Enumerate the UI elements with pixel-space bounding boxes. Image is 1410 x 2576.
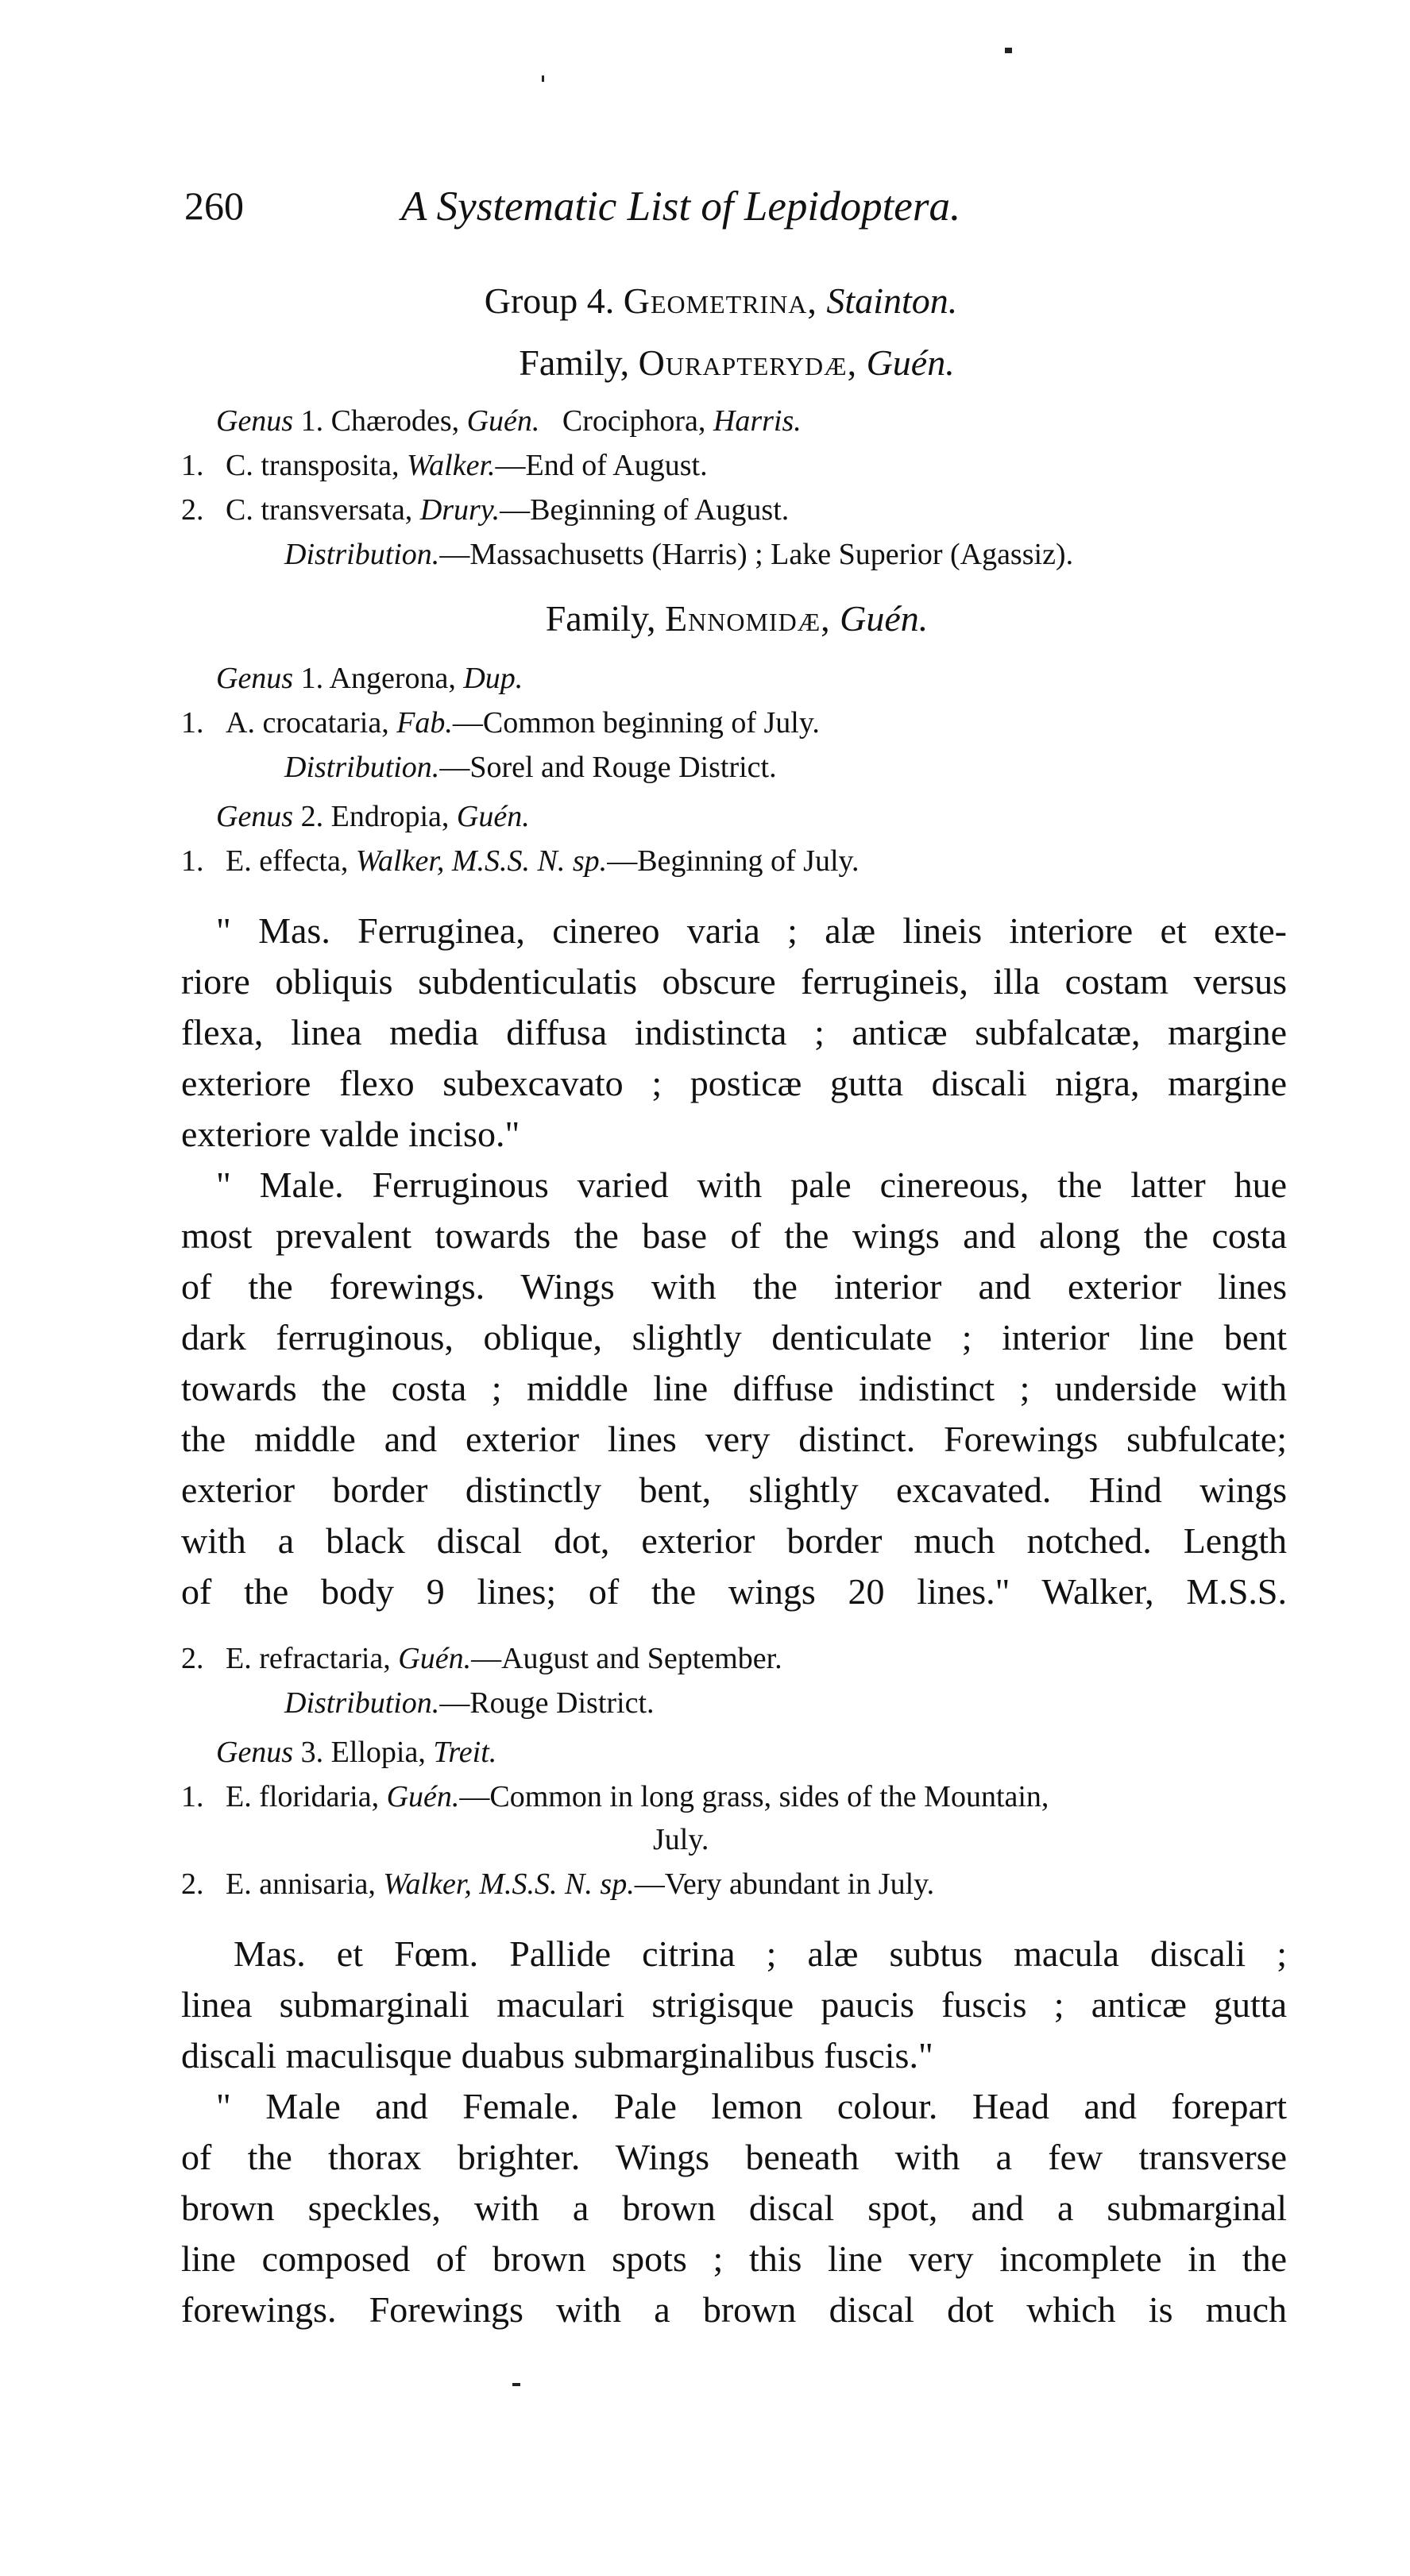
genus-line: Genus 1. Chærodes, Guén. Crociphora, Harris. — [216, 404, 802, 438]
text-line: Mas. et Fœm. Pallide citrina ; alæ subtus macula discali ; — [234, 1933, 1287, 1974]
text-line: " Male. Ferruginous varied with pale cinereous, the latter hue — [216, 1164, 1287, 1205]
print-speck — [1005, 48, 1012, 53]
genus-line: Genus 2. Endropia, Guén. — [216, 800, 530, 833]
text-line: towards the costa ; middle line diffuse indistinct ; underside with — [181, 1368, 1287, 1408]
text-line: flexa, linea media diffusa indistincta ; anticæ subfalcatæ, margine — [181, 1012, 1287, 1052]
text-line: riore obliquis subdenticulatis obscure ferrugineis, illa costam versus — [181, 961, 1287, 1002]
text-line: of the body 9 lines; of the wings 20 lines." Walker, M.S.S. — [181, 1571, 1287, 1612]
latin-description — [181, 1929, 1287, 2081]
species-entry: 1. A. crocataria, Fab.—Common beginning of July. — [181, 706, 820, 740]
distribution-line: Distribution.—Rouge District. — [284, 1686, 655, 1720]
text-line: exteriore valde inciso." — [181, 1114, 520, 1154]
genus-line: Genus 1. Angerona, Dup. — [216, 662, 523, 695]
print-speck — [512, 2383, 520, 2386]
text-line: the middle and exterior lines very distinct. Forewings subfulcate; — [181, 1419, 1287, 1459]
print-speck — [542, 75, 544, 82]
text-line: brown speckles, with a brown discal spot, and a submarginal — [181, 2188, 1287, 2228]
species-entry: 2. E. refractaria, Guén.—August and September. — [181, 1642, 782, 1675]
latin-description — [181, 906, 1287, 1160]
species-entry-continuation: July. — [653, 1823, 709, 1856]
english-description — [181, 2081, 1287, 2335]
text-line: of the thorax brighter. Wings beneath with a few transverse — [181, 2137, 1287, 2177]
family-heading-ourapterydae: Family, Ourapterydæ, Guén. — [519, 342, 955, 383]
genus-line: Genus 3. Ellopia, Treit. — [216, 1736, 497, 1769]
species-entry: 2. C. transversata, Drury.—Beginning of August. — [181, 493, 790, 527]
page-number: 260 — [184, 183, 244, 228]
english-description — [181, 1160, 1287, 1617]
text-line: dark ferruginous, oblique, slightly denticulate ; interior line bent — [181, 1317, 1287, 1358]
species-entry: 2. E. annisaria, Walker, M.S.S. N. sp.—Very abundant in July. — [181, 1867, 935, 1901]
group-heading: Group 4. Geometrina, Stainton. — [484, 280, 958, 321]
running-title: A Systematic List of Lepidoptera. — [401, 183, 961, 230]
text-line: with a black discal dot, exterior border much notched. Length — [181, 1520, 1287, 1561]
text-line: line composed of brown spots ; this line very incomplete in the — [181, 2238, 1287, 2279]
species-entry: 1. E. effecta, Walker, M.S.S. N. sp.—Beginning of July. — [181, 844, 860, 878]
text-line: linea submarginali maculari strigisque paucis fuscis ; anticæ gutta — [181, 1984, 1287, 2025]
text-line: most prevalent towards the base of the wings and along the costa — [181, 1215, 1287, 1256]
family-heading-ennomidae: Family, Ennomidæ, Guén. — [545, 598, 929, 639]
species-entry: 1. E. floridaria, Guén.—Common in long grass, sides of the Mountain, — [181, 1780, 1049, 1813]
text-line: of the forewings. Wings with the interior and exterior lines — [181, 1266, 1287, 1307]
text-line: exteriore flexo subexcavato ; posticæ gutta discali nigra, margine — [181, 1063, 1287, 1103]
species-entry: 1. C. transposita, Walker.—End of August. — [181, 449, 708, 482]
text-line: forewings. Forewings with a brown discal dot which is much — [181, 2289, 1287, 2330]
text-line: " Male and Female. Pale lemon colour. Head and forepart — [216, 2086, 1287, 2126]
distribution-line: Distribution.—Massachusetts (Harris) ; Lake Superior (Agassiz). — [284, 538, 1074, 571]
text-line: exterior border distinctly bent, slightly excavated. Hind wings — [181, 1470, 1287, 1510]
text-line: discali maculisque duabus submarginalibus fuscis." — [181, 2035, 933, 2076]
distribution-line: Distribution.—Sorel and Rouge District. — [284, 751, 777, 784]
text-line: " Mas. Ferruginea, cinereo varia ; alæ lineis interiore et exte- — [216, 910, 1287, 951]
